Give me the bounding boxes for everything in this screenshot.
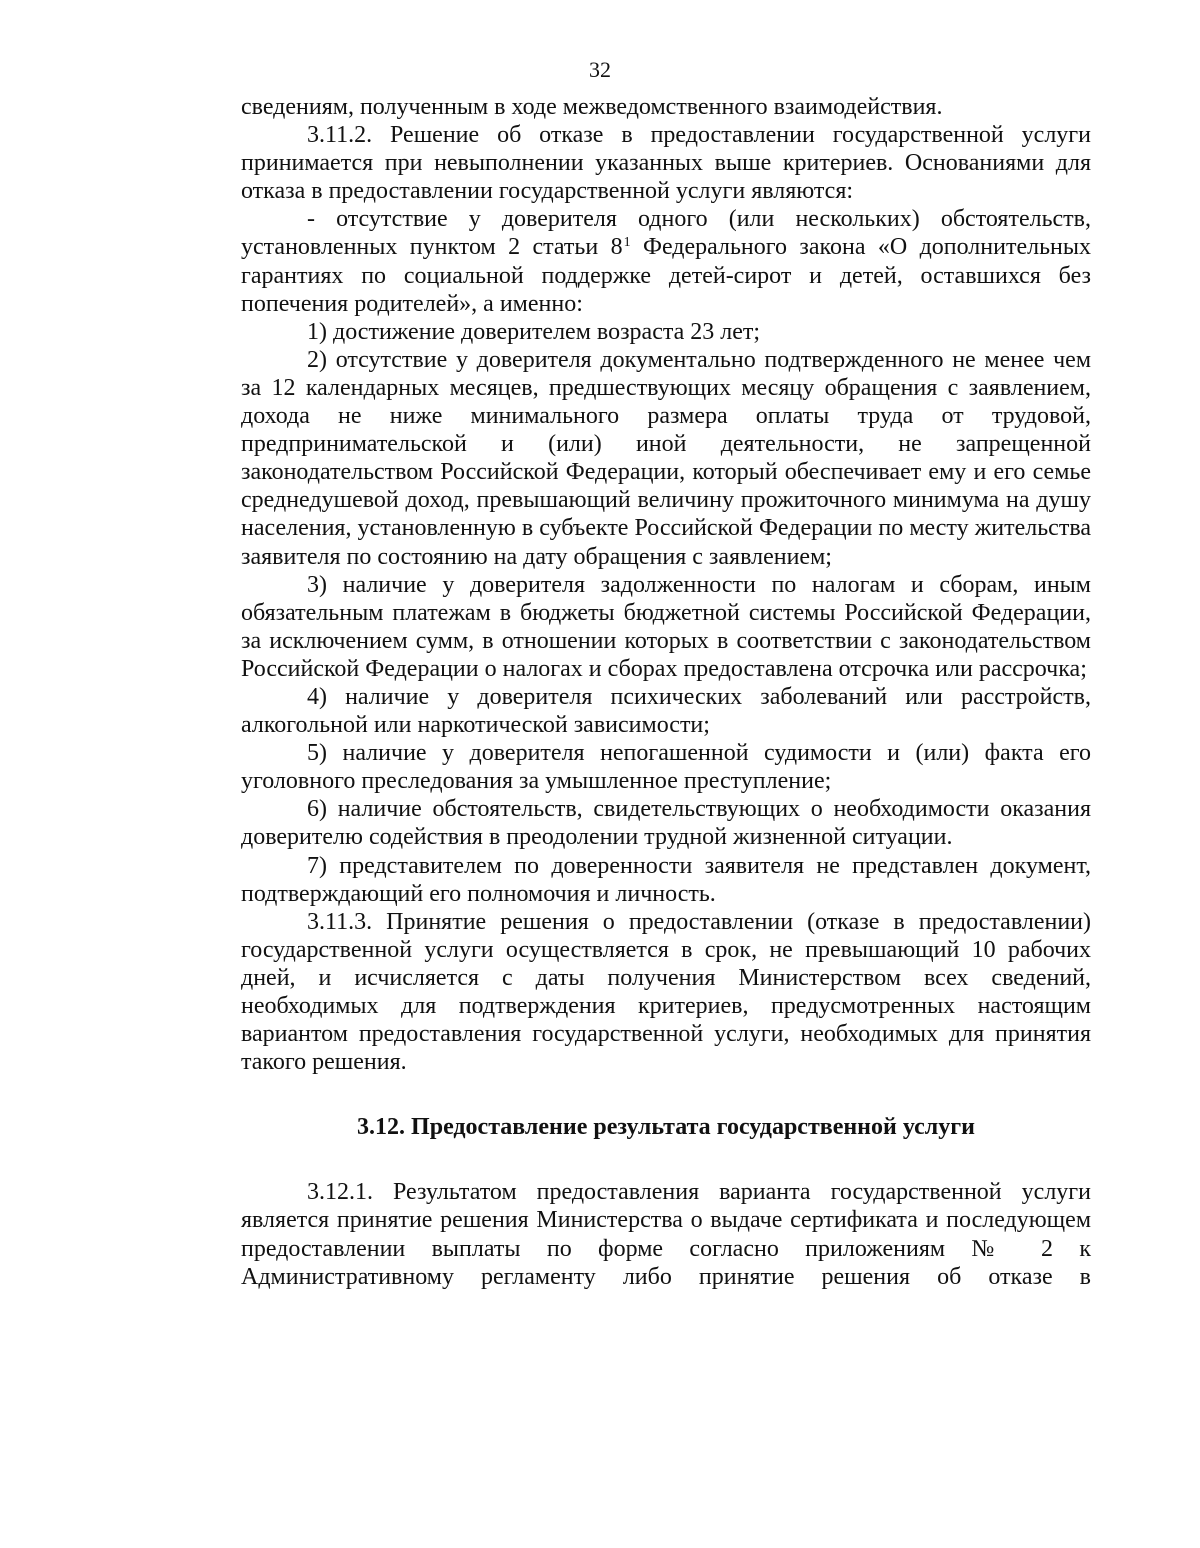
paragraph-3-12-1: 3.12.1. Результатом предоставления варианта государственной услуги является принятие решения Министерства о выдаче сертификата и последующем предоставлении выплаты по форме согласно приложениям № 2 к Административному регламенту либо принятие решения об отказе в — [241, 1179, 1091, 1290]
list-item-7: 7) представителем по доверенности заявителя не представлен документ, подтверждающий его полномочия и личность. — [241, 852, 1091, 907]
list-item-2: 2) отсутствие у доверителя документально подтвержденного не менее чем за 12 календарных месяцев, предшествующих месяцу обращения с заявлением, дохода не ниже минимального размера оплаты труда от трудовой, предпринимательской и (или) иной деятельности, не запрещенной законодательством Российской Федерации, который обеспечивает ему и его семье среднедушевой доход, превышающий величину прожиточного минимума на душу населения, установленную в субъекте Российской Федерации по месту жительства заявителя по состоянию на дату обращения с заявлением; — [241, 346, 1091, 570]
paragraph-3-11-3: 3.11.3. Принятие решения о предоставлении (отказе в предоставлении) государственной услуги осуществляется в срок, не превышающий 10 рабочих дней, и исчисляется с даты получения Министерством всех сведений, необходимых для подтверждения критериев, предусмотренных настоящим вариантом предоставления государственной услуги, необходимых для принятия такого решения. — [241, 908, 1091, 1076]
grounds-intro-text: - отсутствие у доверителя одного (или нескольких) обстоятельств, установленных пунктом 2 статьи 8 — [241, 206, 1091, 261]
list-item-1: 1) достижение доверителем возраста 23 лет; — [307, 318, 761, 345]
list-item-4: 4) наличие у доверителя психических заболеваний или расстройств, алкогольной или наркотической зависимости; — [241, 683, 1091, 739]
list-item-6: 6) наличие обстоятельств, свидетельствующих о необходимости оказания доверителю содействия в преодолении трудной жизненной ситуации. — [241, 796, 1091, 851]
paragraph-3-11-2: 3.11.2. Решение об отказе в предоставлении государственной услуги принимается при невыполнении указанных выше критериев. Основаниями для отказа в предоставлении государственной услуги являются: — [241, 122, 1091, 205]
list-item-5: 5) наличие у доверителя непогашенной судимости и (или) факта его уголовного преследования за умышленное преступление; — [241, 740, 1091, 795]
grounds-intro-text-rest: Федерального закона «О дополнительных гарантиях по социальной поддержке детей-сирот и детей, оставшихся без попечения родителей», а именно: — [241, 234, 1091, 317]
page-number: 32 — [589, 57, 611, 82]
paragraph-grounds-intro — [241, 205, 1091, 317]
section-heading-3-12: 3.12. Предоставление результата государственной услуги — [357, 1114, 975, 1141]
list-item-3: 3) наличие у доверителя задолженности по налогам и сборам, иным обязательным платежам в бюджеты бюджетной системы Российской Федерации, за исключением сумм, в отношении которых в соответствии с законодательством Российской Федерации о налогах и сборах предоставлена отсрочка или рассрочка; — [241, 571, 1091, 682]
article-superscript: 1 — [623, 235, 631, 251]
document-body — [241, 93, 1091, 1291]
paragraph-continuation: сведениям, полученным в ходе межведомственного взаимодействия. — [241, 94, 943, 120]
